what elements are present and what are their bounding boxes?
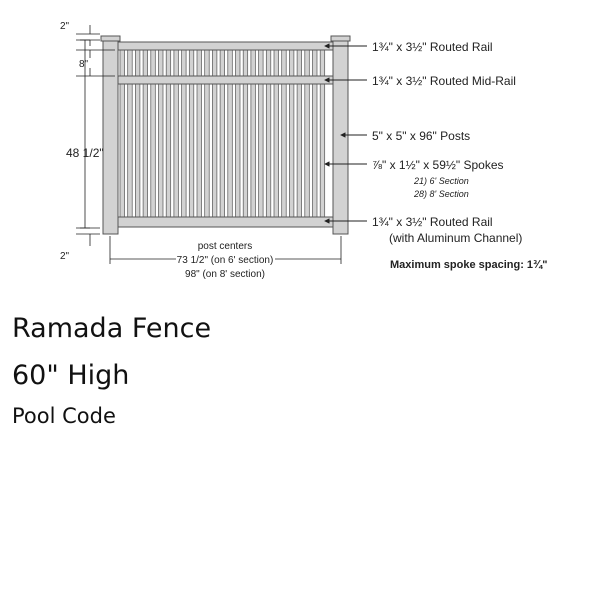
spoke [259, 48, 264, 220]
left-post-cap [101, 36, 120, 41]
dim-span-6: 73 1/2" (on 6' section) [176, 255, 274, 266]
fence-diagram [0, 0, 600, 290]
spokes-group [120, 48, 325, 220]
callout-top-rail: 1¾" x 3½" Routed Rail [372, 40, 493, 54]
product-code: Pool Code [12, 404, 116, 428]
fence-section [101, 36, 350, 234]
spoke [182, 48, 187, 220]
product-title: Ramada Fence [12, 313, 212, 344]
spoke [197, 48, 202, 220]
spoke [274, 48, 279, 220]
callout-mid-rail: 1¾" x 3½" Routed Mid-Rail [372, 74, 516, 88]
spoke [243, 48, 248, 220]
callout-spokes: ⅞" x 1½" x 59½" Spokes [372, 158, 504, 172]
spoke [205, 48, 210, 220]
product-height: 60" High [12, 360, 130, 391]
dim-post-centers: post centers [197, 241, 253, 252]
spoke [220, 48, 225, 220]
spoke [189, 48, 194, 220]
right-post [333, 39, 348, 234]
spoke [151, 48, 156, 220]
spoke [236, 48, 241, 220]
spoke [128, 48, 133, 220]
callout-spokes-6: 21) 6' Section [414, 176, 469, 186]
spoke [212, 48, 217, 220]
mid-rail [118, 76, 333, 84]
spoke [266, 48, 271, 220]
spoke [251, 48, 256, 220]
dim-bottom-gap: 2" [60, 251, 70, 262]
callout-bottom-rail-note: (with Aluminum Channel) [389, 231, 523, 245]
dim-height: 48 1/2" [66, 146, 104, 160]
spoke [159, 48, 164, 220]
spoke [228, 48, 233, 220]
callout-posts: 5" x 5" x 96" Posts [372, 129, 471, 143]
left-post [103, 39, 118, 234]
dim-rail-gap: 8" [79, 59, 89, 70]
spoke [289, 48, 294, 220]
right-post-cap [331, 36, 350, 41]
spoke [143, 48, 148, 220]
spoke [166, 48, 171, 220]
spoke [305, 48, 310, 220]
max-spoke-spacing: Maximum spoke spacing: 1¾" [390, 259, 548, 271]
spoke [297, 48, 302, 220]
callout-bottom-rail: 1¾" x 3½" Routed Rail [372, 215, 493, 229]
spoke [135, 48, 140, 220]
spoke [313, 48, 318, 220]
top-rail [118, 42, 333, 50]
spoke [120, 48, 125, 220]
spoke [174, 48, 179, 220]
spoke [320, 48, 325, 220]
spoke [282, 48, 287, 220]
callout-spokes-8: 28) 8' Section [414, 189, 469, 199]
dim-span-8: 98" (on 8' section) [185, 269, 265, 280]
dim-top-gap: 2" [60, 21, 70, 32]
bottom-rail [118, 217, 333, 227]
